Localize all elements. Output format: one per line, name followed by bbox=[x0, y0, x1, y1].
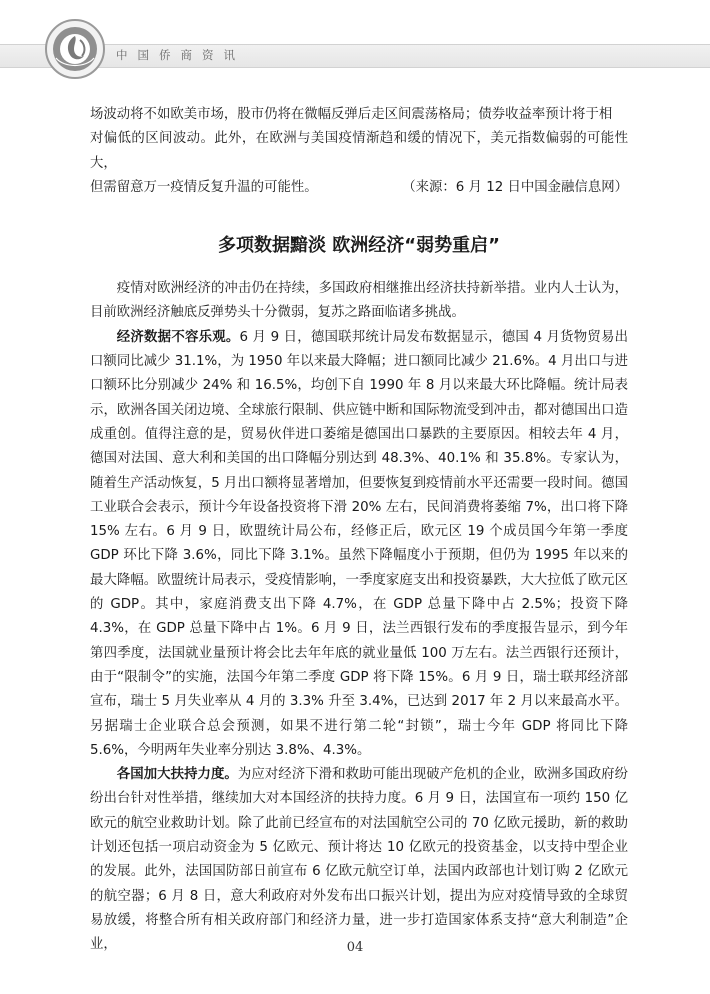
article-section-economic-data bbox=[90, 326, 628, 763]
top-paragraph bbox=[90, 103, 628, 176]
page-number: 04 bbox=[346, 940, 364, 955]
top-paragraph-line: 但需留意万一疫情反复升温的可能性。 bbox=[90, 179, 318, 195]
page-content bbox=[90, 103, 628, 958]
section-body: 为应对经济下滑和救助可能出现破产危机的企业，欧洲多国政府纷纷出台针对性举措，继续加大对本国经济的扶持力度。6 月 9 日，法国宣布一项约 150 亿欧元的航空业救助计划。除了此前已经宣布的对法国航空公司的 70 亿欧元援助，新的救助计划还包括一项启动资金为 5 亿欧元、预计将达 10 亿欧元的投资基金，以支持中型企业的发展。此外，法国国防部日前宣布 6 亿欧元航空订单，法国内政部也计划订购 2 亿欧元的航空器；6 月 8 日，意大利政府对外发布出口振兴计划，提出为应对疫情导致的全球贸易放缓，将整合所有相关政府部门和经济力量，进一步打造国家体系支持“意大利制造”企业， bbox=[90, 767, 629, 953]
source-line bbox=[90, 176, 628, 200]
logo-icon bbox=[44, 18, 106, 80]
header-title: 中国侨商资讯 bbox=[116, 48, 245, 62]
section-lead: 各国加大扶持力度。 bbox=[116, 767, 238, 783]
source-citation: （来源：6 月 12 日中国金融信息网） bbox=[402, 179, 628, 195]
article-intro: 疫情对欧洲经济的冲击仍在持续，多国政府相继推出经济扶持新举措。业内人士认为，目前欧洲经济触底反弹势头十分微弱，复苏之路面临诸多挑战。 bbox=[90, 281, 628, 321]
section-body: 6 月 9 日，德国联邦统计局发布数据显示，德国 4 月货物贸易出口额同比减少 31.1%，为 1950 年以来最大降幅；进口额同比减少 21.6%。4 月出口与进口额环比分别减少 24% 和 16.5%，均创下自 1990 年 8 月以来最大环比降幅。统计局表示，欧洲各国关闭边境、全球旅行限制、供应链中断和国际物流受到冲击，都对德国出口造成重创。值得注意的是，贸易伙伴进口萎缩是德国出口暴跌的主要原因。相较去年 4 月，德国对法国、意大利和美国的出口降幅分别达到 48.3%、40.1% 和 35.8%。专家认为，随着生产活动恢复，5 月出口额将显著增加，但要恢复到疫情前水平还需要一段时间。德国工业联合会表示，预计今年设备投资将下滑 20% 左右，民间消费将萎缩 7%，出口将下降 15% 左右。6 月 9 日，欧盟统计局公布，经修正后，欧元区 19 个成员国今年第一季度 GDP 环比下降 3.6%，同比下降 3.1%。虽然下降幅度小于预期，但仍为 1995 年以来的最大降幅。欧盟统计局表示，受疫情影响，一季度家庭支出和投资暴跌，大大拉低了欧元区的 GDP。其中，家庭消费支出下降 4.7%，在 GDP 总量下降中占 2.5%；投资下降 4.3%，在 GDP 总量下降中占 1%。6 月 9 日，法兰西银行发布的季度报告显示，到今年第四季度，法国就业量预计将会比去年年底的就业量低 100 万左右。法兰西银行还预计，由于“限制令”的实施，法国今年第二季度 GDP 将下降 15%。6 月 9 日，瑞士联邦经济部宣布，瑞士 5 月失业率从 4 月的 3.3% 升至 3.4%，已达到 2017 年 2 月以来最高水平。另据瑞士企业联合总会预测，如果不进行第二轮“封锁”，瑞士今年 GDP 将同比下降 5.6%，今明两年失业率分别达 3.8%、4.3%。 bbox=[90, 329, 629, 758]
section-lead: 经济数据不容乐观。 bbox=[116, 329, 240, 345]
page-header bbox=[0, 0, 710, 100]
article-section-support-measures bbox=[90, 763, 628, 957]
header-bar bbox=[0, 44, 710, 68]
top-paragraph-line: 场波动将不如欧美市场，股市仍将在微幅反弹后走区间震荡格局；债券收益率预计将于相 bbox=[90, 107, 613, 122]
article-title: 多项数据黯淡 欧洲经济“弱势重启” bbox=[218, 235, 500, 257]
top-paragraph-line: 对偏低的区间波动。此外，在欧洲与美国疫情渐趋和缓的情况下，美元指数偏弱的可能性大， bbox=[90, 131, 628, 171]
